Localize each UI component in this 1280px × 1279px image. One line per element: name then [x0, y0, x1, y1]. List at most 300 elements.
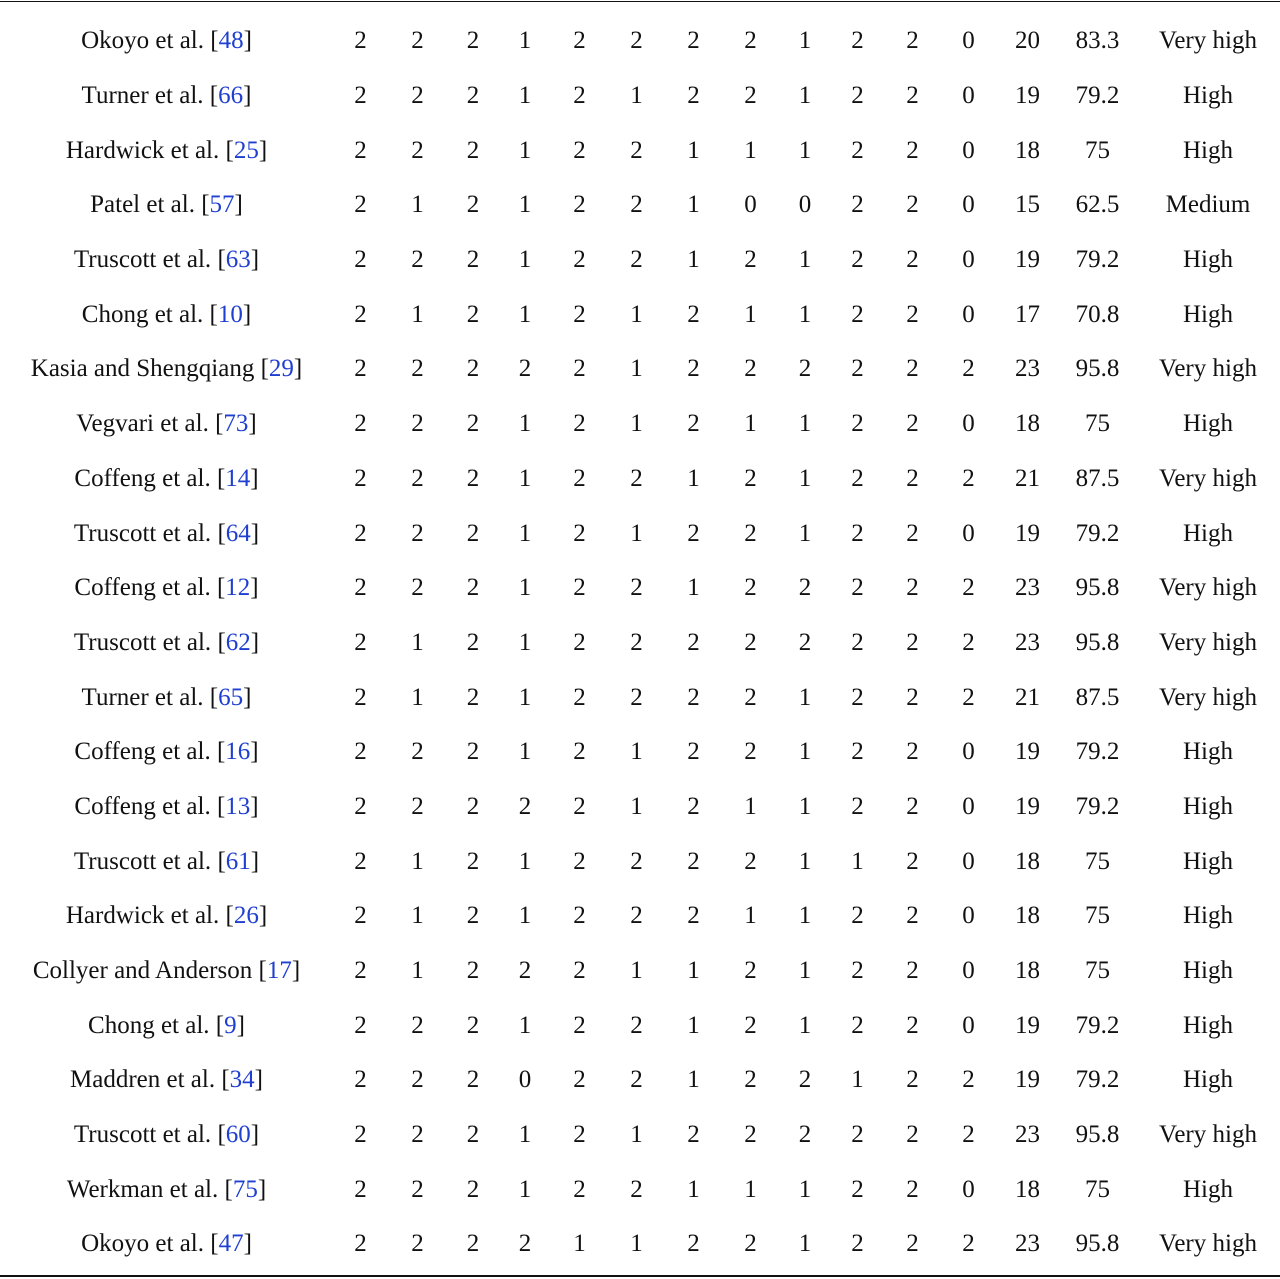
score-cell: 1 — [630, 355, 643, 383]
percent-score-cell: 62.5 — [1075, 191, 1120, 219]
score-cell: 1 — [851, 1066, 864, 1094]
score-cell: 2 — [906, 410, 919, 438]
score-cell: 2 — [466, 738, 480, 766]
score-cell: 0 — [962, 847, 975, 875]
score-cell: 2 — [851, 683, 864, 711]
score-cell: 2 — [411, 574, 424, 602]
score-cell: 2 — [906, 82, 919, 110]
score-cell: 2 — [630, 574, 643, 602]
score-cell: 1 — [518, 1011, 532, 1039]
score-cell: 1 — [687, 1066, 700, 1094]
quality-rating-cell: High — [1183, 82, 1233, 110]
study-cell: Coffeng et al. [12] — [74, 574, 259, 602]
score-cell: 2 — [573, 902, 586, 930]
score-cell: 2 — [906, 300, 919, 328]
table-row — [0, 1162, 1280, 1217]
score-cell: 2 — [744, 628, 757, 656]
score-cell: 1 — [744, 792, 757, 820]
citation-link[interactable]: 57 — [209, 191, 235, 219]
score-cell: 1 — [518, 683, 532, 711]
quality-rating-cell: High — [1183, 1175, 1233, 1203]
table-row — [0, 14, 1280, 69]
score-cell: 1 — [744, 1175, 757, 1203]
total-score-cell: 19 — [1015, 246, 1040, 274]
score-cell: 2 — [466, 82, 480, 110]
score-cell: 1 — [518, 82, 532, 110]
study-author: Chong et al. — [88, 1011, 210, 1039]
score-cell: 2 — [466, 410, 480, 438]
score-cell: 1 — [851, 847, 864, 875]
score-cell: 1 — [518, 246, 532, 274]
total-score-cell: 23 — [1015, 574, 1040, 602]
percent-score-cell: 83.3 — [1075, 27, 1120, 55]
score-cell: 2 — [466, 902, 480, 930]
study-author: Truscott et al. — [73, 847, 212, 875]
total-score-cell: 19 — [1015, 792, 1040, 820]
percent-score-cell: 95.8 — [1075, 574, 1120, 602]
score-cell: 1 — [798, 1230, 812, 1258]
score-cell: 2 — [744, 847, 757, 875]
score-cell: 2 — [466, 683, 480, 711]
score-cell: 1 — [411, 300, 424, 328]
citation-link[interactable]: 14 — [225, 464, 251, 492]
score-cell: 2 — [354, 792, 367, 820]
score-cell: 1 — [630, 957, 643, 985]
study-author: Coffeng et al. — [74, 574, 211, 602]
score-cell: 2 — [851, 792, 864, 820]
citation-link[interactable]: 12 — [225, 574, 251, 602]
score-cell: 1 — [630, 792, 643, 820]
citation-link[interactable]: 17 — [266, 957, 292, 985]
table-row — [0, 287, 1280, 342]
table-row — [0, 998, 1280, 1053]
score-cell: 2 — [354, 300, 367, 328]
score-cell: 1 — [798, 410, 812, 438]
score-cell: 2 — [466, 519, 480, 547]
quality-rating-cell: Very high — [1159, 27, 1257, 55]
score-cell: 2 — [906, 355, 919, 383]
score-cell: 0 — [962, 246, 975, 274]
score-cell: 2 — [687, 410, 700, 438]
score-cell: 0 — [962, 902, 975, 930]
score-cell: 2 — [687, 300, 700, 328]
total-score-cell: 21 — [1015, 683, 1040, 711]
quality-rating-cell: High — [1183, 1066, 1233, 1094]
table-row — [0, 780, 1280, 835]
study-author: Chong et al. — [81, 300, 204, 328]
score-cell: 2 — [906, 902, 919, 930]
score-cell: 2 — [744, 355, 757, 383]
table-row — [0, 69, 1280, 124]
score-cell: 2 — [962, 574, 975, 602]
score-cell: 1 — [687, 246, 700, 274]
study-author: Werkman et al. — [66, 1175, 219, 1203]
score-cell: 2 — [518, 957, 532, 985]
total-score-cell: 18 — [1015, 410, 1040, 438]
citation-link[interactable]: 62 — [225, 628, 251, 656]
score-cell: 2 — [744, 574, 757, 602]
score-cell: 1 — [687, 191, 700, 219]
percent-score-cell: 87.5 — [1075, 464, 1120, 492]
total-score-cell: 19 — [1015, 519, 1040, 547]
score-cell: 2 — [466, 1121, 480, 1149]
study-cell: Turner et al. [66] — [81, 82, 252, 110]
score-cell: 2 — [851, 27, 864, 55]
score-cell: 2 — [630, 136, 643, 164]
table-row — [0, 944, 1280, 999]
percent-score-cell: 79.2 — [1075, 738, 1120, 766]
total-score-cell: 18 — [1015, 957, 1040, 985]
study-cell: Kasia and Shengqiang [29] — [30, 355, 303, 383]
score-cell: 2 — [851, 1121, 864, 1149]
study-author: Turner et al. — [81, 82, 204, 110]
score-cell: 2 — [744, 1011, 757, 1039]
study-author: Hardwick et al. — [65, 136, 220, 164]
quality-rating-cell: High — [1183, 519, 1233, 547]
score-cell: 1 — [798, 957, 812, 985]
score-cell: 2 — [411, 792, 424, 820]
score-cell: 2 — [687, 1121, 700, 1149]
score-cell: 2 — [354, 136, 367, 164]
score-cell: 2 — [573, 1066, 586, 1094]
score-cell: 2 — [466, 136, 480, 164]
score-cell: 0 — [962, 1011, 975, 1039]
score-cell: 2 — [744, 683, 757, 711]
score-cell: 2 — [354, 847, 367, 875]
score-cell: 2 — [354, 738, 367, 766]
percent-score-cell: 75 — [1085, 410, 1110, 438]
score-cell: 2 — [630, 683, 643, 711]
score-cell: 0 — [962, 519, 975, 547]
score-cell: 2 — [411, 1230, 424, 1258]
score-cell: 2 — [354, 1230, 367, 1258]
score-cell: 1 — [518, 136, 532, 164]
score-cell: 2 — [573, 300, 586, 328]
score-cell: 2 — [411, 1066, 424, 1094]
score-cell: 1 — [630, 519, 643, 547]
score-cell: 2 — [630, 246, 643, 274]
total-score-cell: 23 — [1015, 355, 1040, 383]
score-cell: 1 — [798, 902, 812, 930]
score-cell: 1 — [518, 519, 532, 547]
study-author: Okoyo et al. — [81, 1230, 204, 1258]
score-cell: 2 — [518, 1230, 532, 1258]
score-cell: 2 — [354, 683, 367, 711]
score-cell: 0 — [962, 410, 975, 438]
score-cell: 2 — [573, 519, 586, 547]
score-cell: 2 — [687, 847, 700, 875]
score-cell: 2 — [573, 683, 586, 711]
quality-rating-cell: High — [1183, 1011, 1233, 1039]
score-cell: 2 — [744, 957, 757, 985]
score-cell: 2 — [744, 1230, 757, 1258]
score-cell: 2 — [354, 1121, 367, 1149]
table-row — [0, 506, 1280, 561]
score-cell: 2 — [411, 464, 424, 492]
score-cell: 1 — [687, 1175, 700, 1203]
score-cell: 2 — [906, 191, 919, 219]
score-cell: 2 — [354, 1175, 367, 1203]
percent-score-cell: 75 — [1085, 847, 1110, 875]
score-cell: 2 — [354, 246, 367, 274]
study-cell: Patel et al. [57] — [90, 191, 243, 219]
score-cell: 2 — [744, 738, 757, 766]
table-row — [0, 725, 1280, 780]
percent-score-cell: 75 — [1085, 957, 1110, 985]
study-author: Truscott et al. — [73, 628, 212, 656]
score-cell: 2 — [573, 355, 586, 383]
score-cell: 2 — [573, 246, 586, 274]
score-cell: 2 — [851, 628, 864, 656]
score-cell: 2 — [962, 1121, 975, 1149]
total-score-cell: 19 — [1015, 1066, 1040, 1094]
score-cell: 2 — [744, 1121, 757, 1149]
score-cell: 1 — [411, 683, 424, 711]
score-cell: 1 — [798, 1175, 812, 1203]
score-cell: 1 — [411, 191, 424, 219]
score-cell: 0 — [962, 27, 975, 55]
score-cell: 2 — [518, 792, 532, 820]
score-cell: 2 — [354, 574, 367, 602]
study-cell: Chong et al. [9] — [88, 1011, 245, 1039]
quality-assessment-table — [0, 14, 1280, 1272]
citation-link[interactable]: 64 — [225, 519, 251, 547]
score-cell: 2 — [906, 792, 919, 820]
percent-score-cell: 75 — [1085, 136, 1110, 164]
study-author: Coffeng et al. — [74, 792, 211, 820]
score-cell: 2 — [573, 957, 586, 985]
score-cell: 2 — [744, 246, 757, 274]
study-cell: Hardwick et al. [26] — [65, 902, 268, 930]
score-cell: 2 — [798, 1066, 812, 1094]
score-cell: 2 — [354, 519, 367, 547]
score-cell: 2 — [906, 1175, 919, 1203]
study-author: Truscott et al. — [73, 246, 212, 274]
score-cell: 0 — [962, 191, 975, 219]
citation-link[interactable]: 26 — [233, 902, 259, 930]
score-cell: 2 — [573, 1175, 586, 1203]
score-cell: 2 — [466, 574, 480, 602]
study-author: Coffeng et al. — [74, 738, 211, 766]
study-cell: Okoyo et al. [48] — [81, 27, 252, 55]
table-body — [0, 14, 1280, 1272]
citation-link[interactable]: 34 — [229, 1066, 255, 1094]
score-cell: 2 — [411, 738, 424, 766]
citation-link[interactable]: 61 — [225, 847, 251, 875]
score-cell: 2 — [906, 246, 919, 274]
score-cell: 2 — [630, 27, 643, 55]
score-cell: 2 — [573, 574, 586, 602]
citation-link[interactable]: 66 — [218, 82, 244, 110]
score-cell: 2 — [851, 191, 864, 219]
total-score-cell: 15 — [1015, 191, 1040, 219]
table-row — [0, 616, 1280, 671]
score-cell: 2 — [687, 519, 700, 547]
score-cell: 2 — [630, 1175, 643, 1203]
score-cell: 2 — [744, 519, 757, 547]
score-cell: 2 — [573, 1121, 586, 1149]
study-author: Kasia and Shengqiang — [30, 355, 255, 383]
citation-link[interactable]: 48 — [218, 27, 244, 55]
total-score-cell: 18 — [1015, 136, 1040, 164]
citation-link[interactable]: 25 — [233, 136, 259, 164]
score-cell: 0 — [962, 957, 975, 985]
quality-rating-cell: Very high — [1159, 628, 1257, 656]
score-cell: 2 — [687, 902, 700, 930]
score-cell: 2 — [744, 82, 757, 110]
study-author: Collyer and Anderson — [32, 957, 253, 985]
score-cell: 2 — [906, 27, 919, 55]
score-cell: 2 — [962, 1230, 975, 1258]
score-cell: 1 — [798, 300, 812, 328]
score-cell: 1 — [630, 410, 643, 438]
table-row — [0, 397, 1280, 452]
percent-score-cell: 95.8 — [1075, 1121, 1120, 1149]
citation-link[interactable]: 16 — [225, 738, 251, 766]
score-cell: 1 — [744, 410, 757, 438]
score-cell: 2 — [411, 1121, 424, 1149]
table-row — [0, 1108, 1280, 1163]
citation-link[interactable]: 10 — [217, 300, 243, 328]
score-cell: 1 — [518, 464, 532, 492]
score-cell: 2 — [466, 1230, 480, 1258]
score-cell: 2 — [851, 410, 864, 438]
citation-link[interactable]: 29 — [268, 355, 294, 383]
score-cell: 2 — [906, 738, 919, 766]
score-cell: 2 — [630, 1011, 643, 1039]
study-cell: Maddren et al. [34] — [70, 1066, 263, 1094]
score-cell: 2 — [851, 300, 864, 328]
score-cell: 2 — [798, 628, 812, 656]
score-cell: 2 — [851, 902, 864, 930]
score-cell: 2 — [573, 191, 586, 219]
percent-score-cell: 75 — [1085, 1175, 1110, 1203]
score-cell: 2 — [851, 1175, 864, 1203]
table-row — [0, 1217, 1280, 1272]
score-cell: 2 — [411, 410, 424, 438]
score-cell: 1 — [630, 300, 643, 328]
score-cell: 1 — [518, 574, 532, 602]
citation-link[interactable]: 65 — [218, 683, 244, 711]
citation-link[interactable]: 60 — [225, 1121, 251, 1149]
table-row — [0, 670, 1280, 725]
score-cell: 1 — [518, 847, 532, 875]
quality-rating-cell: High — [1183, 136, 1233, 164]
citation-link[interactable]: 63 — [225, 246, 251, 274]
score-cell: 2 — [851, 519, 864, 547]
score-cell: 2 — [466, 246, 480, 274]
score-cell: 2 — [687, 355, 700, 383]
score-cell: 2 — [687, 683, 700, 711]
score-cell: 1 — [518, 902, 532, 930]
score-cell: 1 — [798, 246, 812, 274]
citation-link[interactable]: 47 — [218, 1230, 244, 1258]
table-row — [0, 342, 1280, 397]
score-cell: 2 — [466, 847, 480, 875]
score-cell: 2 — [354, 191, 367, 219]
study-author: Maddren et al. — [70, 1066, 216, 1094]
score-cell: 2 — [906, 1011, 919, 1039]
quality-rating-cell: High — [1183, 792, 1233, 820]
score-cell: 2 — [744, 464, 757, 492]
score-cell: 2 — [851, 1011, 864, 1039]
score-cell: 1 — [411, 847, 424, 875]
study-cell: Truscott et al. [63] — [73, 246, 260, 274]
score-cell: 2 — [466, 27, 480, 55]
score-cell: 1 — [411, 902, 424, 930]
quality-rating-cell: High — [1183, 902, 1233, 930]
score-cell: 2 — [687, 628, 700, 656]
quality-rating-cell: High — [1183, 957, 1233, 985]
score-cell: 2 — [354, 1066, 367, 1094]
score-cell: 2 — [573, 82, 586, 110]
total-score-cell: 19 — [1015, 82, 1040, 110]
score-cell: 2 — [687, 738, 700, 766]
score-cell: 2 — [851, 136, 864, 164]
score-cell: 2 — [962, 628, 975, 656]
score-cell: 0 — [962, 82, 975, 110]
table-row — [0, 889, 1280, 944]
score-cell: 1 — [411, 957, 424, 985]
score-cell: 2 — [466, 1175, 480, 1203]
score-cell: 2 — [630, 628, 643, 656]
score-cell: 2 — [354, 628, 367, 656]
table-row — [0, 1053, 1280, 1108]
score-cell: 1 — [518, 1175, 532, 1203]
study-cell: Truscott et al. [62] — [73, 628, 260, 656]
score-cell: 2 — [851, 246, 864, 274]
score-cell: 2 — [962, 355, 975, 383]
score-cell: 2 — [962, 683, 975, 711]
citation-link[interactable]: 13 — [225, 792, 251, 820]
citation-link[interactable]: 75 — [232, 1175, 258, 1203]
citation-link[interactable]: 73 — [223, 410, 249, 438]
score-cell: 2 — [906, 464, 919, 492]
study-cell: Turner et al. [65] — [81, 683, 252, 711]
citation-link[interactable]: 9 — [224, 1011, 237, 1039]
percent-score-cell: 79.2 — [1075, 246, 1120, 274]
quality-rating-cell: High — [1183, 847, 1233, 875]
study-cell: Truscott et al. [61] — [73, 847, 260, 875]
quality-rating-cell: Very high — [1159, 355, 1257, 383]
score-cell: 2 — [962, 1066, 975, 1094]
score-cell: 2 — [573, 136, 586, 164]
score-cell: 1 — [573, 1230, 586, 1258]
score-cell: 2 — [630, 191, 643, 219]
quality-rating-cell: High — [1183, 738, 1233, 766]
score-cell: 2 — [573, 27, 586, 55]
score-cell: 2 — [573, 792, 586, 820]
score-cell: 1 — [744, 300, 757, 328]
score-cell: 1 — [518, 738, 532, 766]
percent-score-cell: 79.2 — [1075, 82, 1120, 110]
score-cell: 2 — [798, 1121, 812, 1149]
score-cell: 1 — [744, 136, 757, 164]
score-cell: 1 — [518, 27, 532, 55]
score-cell: 1 — [630, 738, 643, 766]
score-cell: 1 — [798, 738, 812, 766]
score-cell: 2 — [744, 1066, 757, 1094]
quality-rating-cell: Very high — [1159, 464, 1257, 492]
score-cell: 2 — [906, 1121, 919, 1149]
score-cell: 2 — [466, 191, 480, 219]
score-cell: 0 — [798, 191, 812, 219]
score-cell: 0 — [962, 792, 975, 820]
score-cell: 1 — [411, 628, 424, 656]
score-cell: 0 — [518, 1066, 532, 1094]
score-cell: 2 — [851, 1230, 864, 1258]
score-cell: 1 — [687, 1011, 700, 1039]
